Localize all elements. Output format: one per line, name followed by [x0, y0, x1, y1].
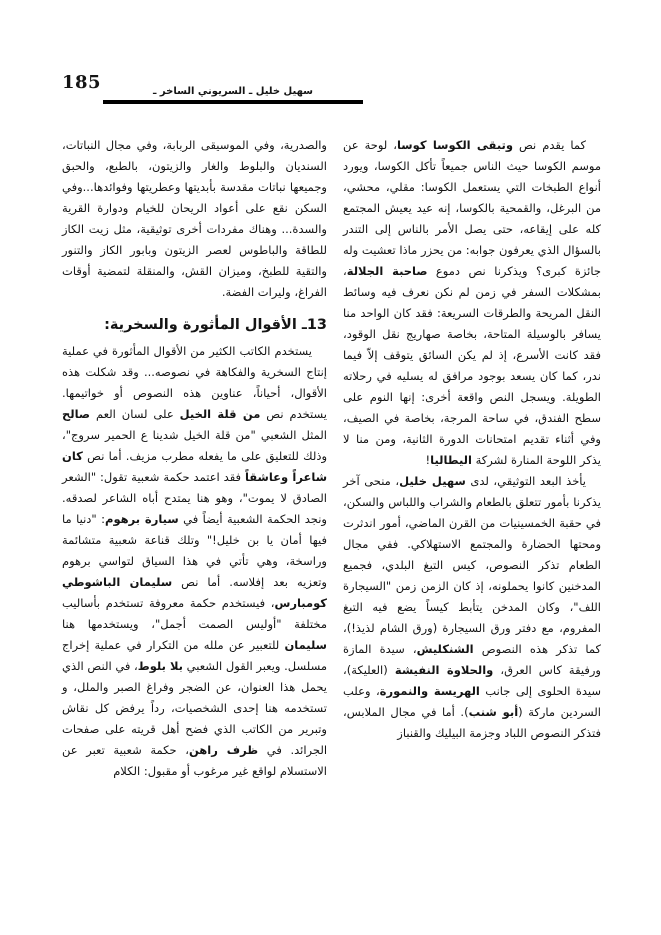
running-title: سهيل خليل ـ السريوني الساخر ـ [153, 86, 313, 97]
page-number: 185 [62, 72, 102, 93]
paragraph: يأخذ البعد التوثيقي، لدى سهيل خليل، منحى آخر يذكرنا بأمور تتعلق بالطعام والشراب واللباس والسكن، في حقبة الخمسينيات من القرن الماضي، أمور اندثرت ومحتها الحضارة والمجتمع الاستهلاكي. ففي مجال الطعام تذكر النصوص، كيس التبغ البلدي، فجميع المدخنين كانوا يحملونه، إذ كان الزمن زمن "السيجارة اللف"، وكان المدخن يتأبط كيساً يضع فيه التبغ المفروم، مع دفتر ورق السيجارة (ورق الشام لذيذ!)، كما تذكر هذه النصوص الشنكليش، سيدة المازة ورفيقة كاس العرق، والحلاوة النفيشة (العليكة)، سيدة الحلوى إلى جانب الهريسة والنمورة، وعلب السردين ماركة (أبو شنب). أما في مجال الملابس، فتذكر النصوص اللباد وجزمة البيليك والقنباز [343, 474, 601, 740]
running-title-block [103, 79, 363, 104]
paragraph: كما يقدم نص وتبقى الكوسا كوسا، لوحة عن موسم الكوسا حيث الناس جميعاً تأكل الكوسا، ويورد أنواع الطبخات التي يستعمل الكوسا: مقلي، محشي، من البرغل، والقمحية بالكوسا، إنه عيد يعيش المجتمع كله على إيقاعه، حتى يصل الأمر بالناس إلى التندر بالسؤال الذي يعرفون جوابه: من يحزر ماذا تعشيت وله جائزة كبرى؟ ويذكرنا نص دموع صاحبة الجلالة، بمشكلات السفر في زمن لم نكن نعرف فيه وسائط النقل المريحة والطرقات السريعة: فقد كان الواحد منا يسافر بالوسيلة المتاحة، بخاصة صهاريج نقل الوقود، فقد كانت الأسرع، إذ لم يكن السائق يتوقف إلاّ فيما ندر، كما كان يسعد بوجود مرافق له يسليه في رحلاته الطويلة. ويسجل النص واقعة أخرى: إنها النوم على سطح الفندق، في ساحة المرجة، بخاصة في الصيف، وفي أثناء تقديم امتحانات الدورة الثانية، ومن منا لا يذكر اللوحة المنارة لشركة اليطاليا! [343, 138, 602, 467]
paragraph: والصدرية، وفي الموسيقى الربابة، وفي مجال النباتات، السنديان والبلوط والغار والزيتون، بالطبع، والحبق وجميعها نباتات مقدسة بأبديتها وعطريتها وفوائدها...وفي السكن نقع على أعواد الريحان للخيام ودوارة القرية والسدة... وهناك مفردات أخرى توثيقية، مثل زيت الكاز للطاقة والباطوس لعصر الزيتون وبابور الكاز والتنور والتقية للطبخ، وميزان القش، والمنقلة لتمضية أوقات الفراغ، وليرات الفضة. [62, 138, 327, 299]
left-column [62, 135, 327, 782]
header-rule [103, 100, 363, 104]
right-column [343, 135, 601, 782]
paragraph: يستخدم الكاتب الكثير من الأقوال المأثورة في عملية إنتاج السخرية والفكاهة في نصوصه... وقد شكلت هذه الأقوال، أحياناً، عناوين هذه النصوص أو خواتيمها. يستخدم نص من قلة الخيل على لسان العم صالح المثل الشعبي "من قلة الخيل شدينا ع الحمير سروج"، وذلك للتعليق على ما يفعله مطرب مزيف. أما نص كان شاعراً وعاشقاً فقد اعتمد حكمة شعبية تقول: "الشعر الصادق لا يموت"، وهو هنا يمتدح أباه الشاعر لصدقه. ونجد الحكمة الشعبية أيضاً في سيارة برهوم: "دنيا ما فيها أمان يا بن خليل!" وتلك قناعة شعبية متشائمة وراسخة، وهي تأتي في هذا السياق لتواسي برهوم وتعزيه بعد إفلاسه. أما نص سليمان الباشوطي كومبارس، فيستخدم حكمة معروفة تستخدم بأساليب مختلفة "أوليس الصمت أجمل"، ويستخدمها هنا سليمان للتعبير عن ملله من التكرار في عملية إخراج مسلسل. ويعبر القول الشعبي بلا بلوط، في النص الذي يحمل هذا العنوان، عن الضجر وفراغ الصبر والملل، و تستخدمه هنا إحدى الشخصيات، رداً يرفض كل نقاش وتبرير من الكاتب الذي فضح أهل قريته على صفحات الجرائد. في ظرف راهن، حكمة شعبية تعبر عن الاستسلام لواقع غير مرغوب أو مقبول: الكلام [62, 344, 328, 778]
text-columns [60, 135, 601, 782]
section-heading: 13ـ الأقوال المأثورة والسخرية: [104, 317, 327, 333]
